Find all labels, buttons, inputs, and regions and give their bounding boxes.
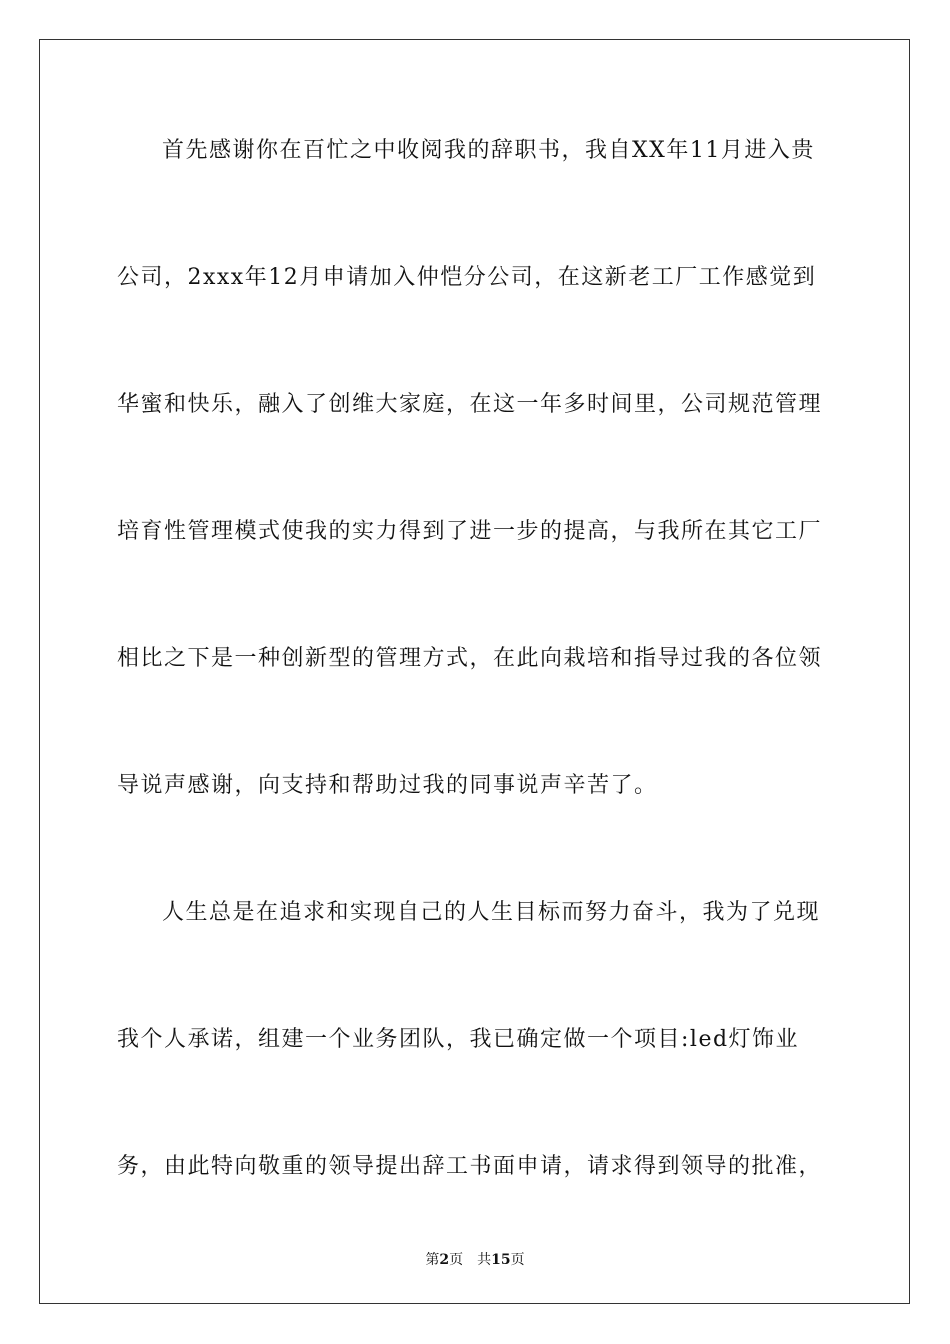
paragraph-1-line-1: 首先感谢你在百忙之中收阅我的辞职书，我自XX年11月进入贵 <box>162 138 815 163</box>
paragraph-1-line-4: 培育性管理模式使我的实力得到了进一步的提高，与我所在其它工厂 <box>117 519 823 544</box>
paragraph-1-line-3: 华蜜和快乐，融入了创维大家庭，在这一年多时间里，公司规范管理 <box>117 392 823 417</box>
paragraph-1-line-5: 相比之下是一种创新型的管理方式，在此向栽培和指导过我的各位领 <box>117 646 823 671</box>
footer-prefix: 第 <box>425 1252 440 1268</box>
paragraph-2-line-3: 务，由此特向敬重的领导提出辞工书面申请，请求得到领导的批准， <box>117 1154 823 1179</box>
page-footer <box>0 1249 950 1269</box>
footer-total-pages: 15 <box>491 1252 511 1268</box>
paragraph-1-line-6: 导说声感谢，向支持和帮助过我的同事说声辛苦了。 <box>117 773 658 798</box>
footer-page-unit: 页 <box>449 1252 464 1268</box>
document-body <box>117 122 837 1265</box>
footer-total-unit: 页 <box>510 1252 525 1268</box>
paragraph-1-line-2: 公司，2xxx年12月申请加入仲恺分公司，在这新老工厂工作感觉到 <box>117 265 817 290</box>
paragraph-2-line-2: 我个人承诺，组建一个业务团队，我已确定做一个项目:led灯饰业 <box>117 1027 800 1052</box>
footer-total-prefix: 共 <box>477 1252 492 1268</box>
paragraph-2-line-1: 人生总是在追求和实现自己的人生目标而努力奋斗，我为了兑现 <box>162 900 821 925</box>
footer-page-number: 2 <box>439 1252 450 1268</box>
